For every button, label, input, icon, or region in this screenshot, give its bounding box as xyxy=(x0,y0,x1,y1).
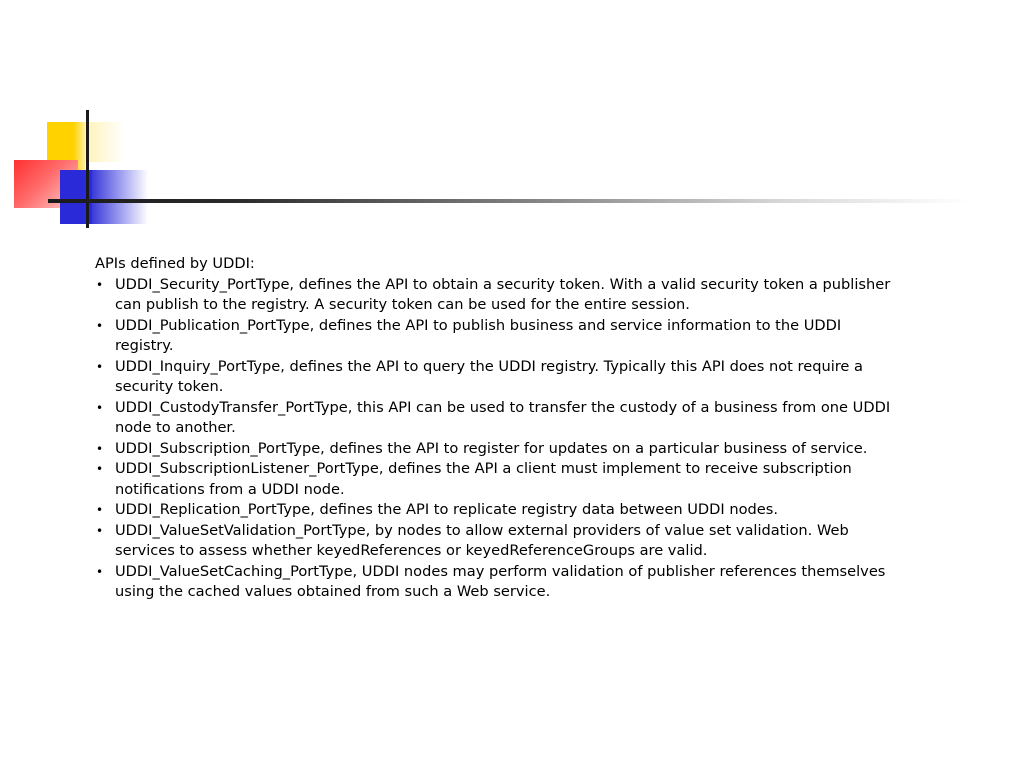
list-item xyxy=(95,459,895,500)
yellow-square-shape xyxy=(47,122,85,200)
list-item xyxy=(95,521,895,562)
horizontal-rule xyxy=(48,199,968,203)
list-item-text: UDDI_Subscription_PortType, defines the API to register for updates on a particular business of service. xyxy=(115,439,868,457)
bullet-glyph: • xyxy=(96,318,104,333)
list-item xyxy=(95,316,895,357)
blue-fade-shape xyxy=(92,170,148,224)
list-item xyxy=(95,500,895,521)
bullet-glyph: • xyxy=(96,400,104,415)
list-item-text: UDDI_CustodyTransfer_PortType, this API can be used to transfer the custody of a business from one UDDI node to another. xyxy=(115,398,891,436)
blue-square-shape xyxy=(60,170,100,224)
slide-body xyxy=(95,254,895,603)
header-decoration xyxy=(0,0,1024,240)
list-item-text: UDDI_Publication_PortType, defines the API to publish business and service information to the UDDI registry. xyxy=(115,316,842,354)
bullet-list xyxy=(95,275,895,603)
list-item-text: UDDI_ValueSetCaching_PortType, UDDI nodes may perform validation of publisher references themselves using the cached values obtained from such a Web service. xyxy=(115,562,886,600)
intro-text: APIs defined by UDDI: xyxy=(95,255,255,272)
bullet-glyph: • xyxy=(96,441,104,456)
red-square-shape xyxy=(14,160,78,208)
vertical-rule xyxy=(86,110,89,228)
list-item-text: UDDI_Replication_PortType, defines the API to replicate registry data between UDDI nodes. xyxy=(115,501,778,518)
list-item xyxy=(95,562,895,603)
bullet-glyph: • xyxy=(96,359,104,374)
list-item-text: UDDI_Security_PortType, defines the API to obtain a security token. With a valid security token a publisher can publish to the registry. A security token can be used for the entire session. xyxy=(115,275,891,313)
list-item xyxy=(95,439,895,460)
list-item xyxy=(95,357,895,398)
bullet-glyph: • xyxy=(96,462,104,476)
list-item xyxy=(95,275,895,316)
bullet-glyph: • xyxy=(96,503,104,517)
list-item-text: UDDI_ValueSetValidation_PortType, by nodes to allow external providers of value set validation. Web services to assess whether keyedReferences or keyedReferenceGroups are valid. xyxy=(115,521,849,559)
list-item-text: UDDI_SubscriptionListener_PortType, defines the API a client must implement to receive subscription notifications from a UDDI node. xyxy=(115,460,852,498)
bullet-glyph: • xyxy=(96,564,104,579)
list-item-text: UDDI_Inquiry_PortType, defines the API to query the UDDI registry. Typically this API does not require a security token. xyxy=(115,357,863,395)
list-item xyxy=(95,398,895,439)
yellow-fade-shape xyxy=(85,122,125,162)
bullet-glyph: • xyxy=(96,277,104,292)
bullet-glyph: • xyxy=(96,523,104,538)
